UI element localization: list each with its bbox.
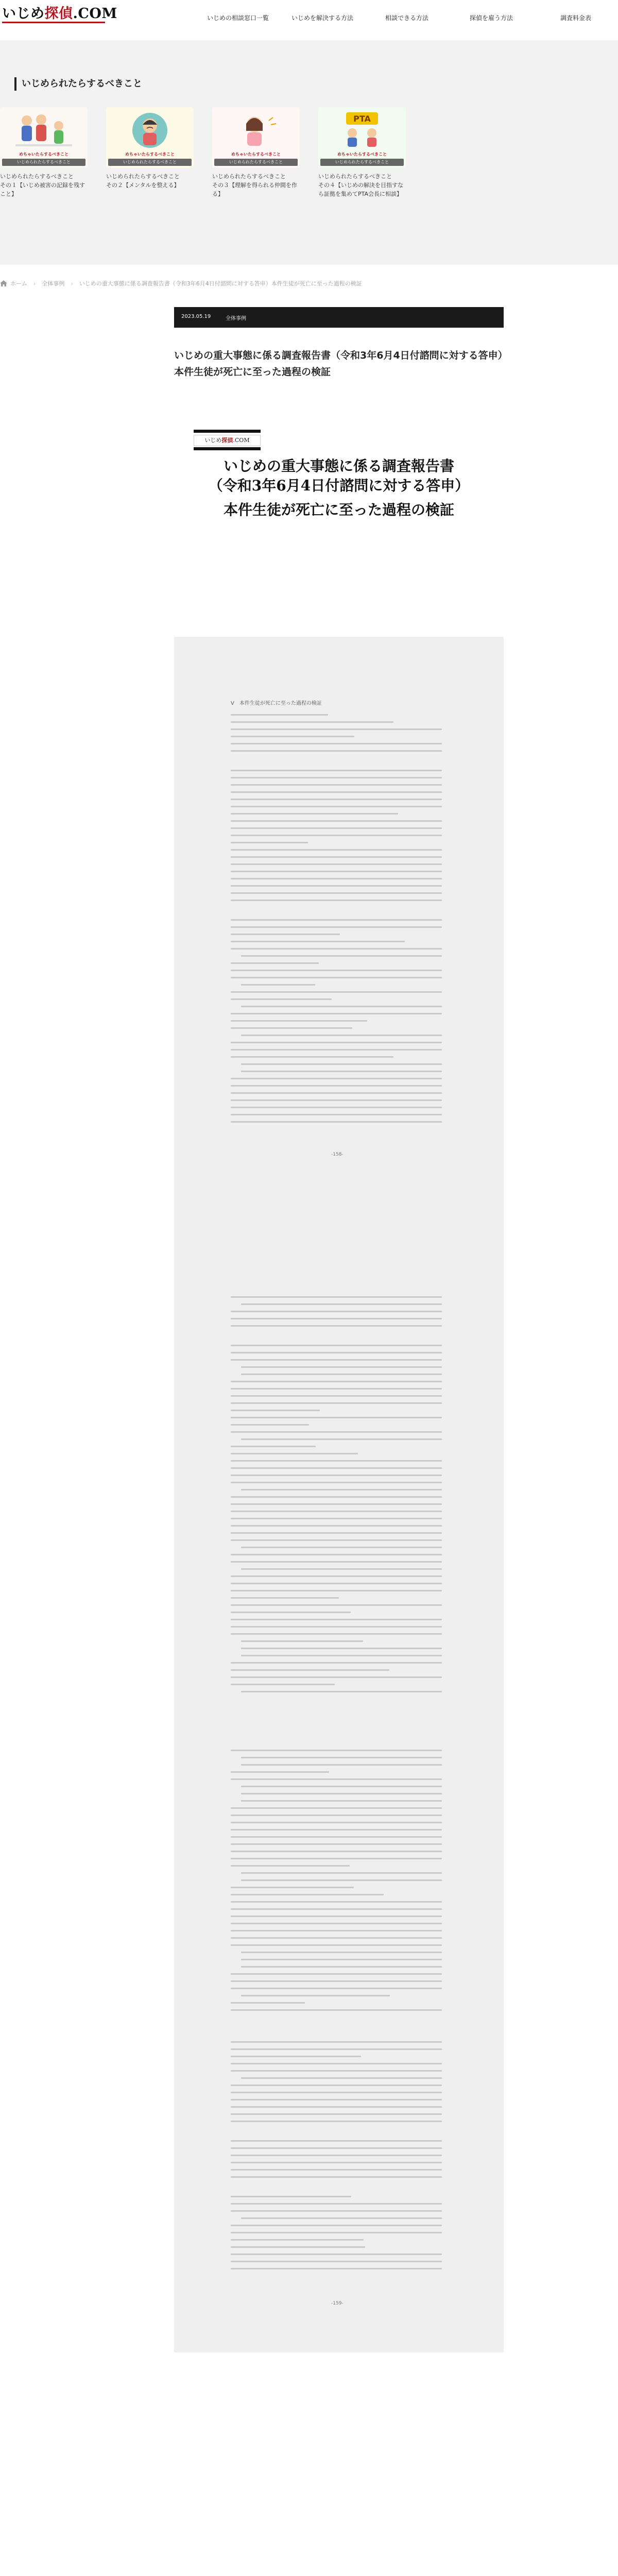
document-text-line xyxy=(231,1887,354,1888)
document-text-line xyxy=(231,1092,442,1094)
document-text-line xyxy=(231,820,442,822)
document-text-line xyxy=(231,1475,442,1476)
card-caption: めちゃいたらするべきこと xyxy=(125,152,175,157)
document-text-line xyxy=(231,1020,367,1022)
document-text-line xyxy=(231,1937,442,1939)
breadcrumb-current: いじめの重大事態に係る調査報告書（令和3年6月4日付諮問に対する答申）本件生徒が死亡に至った過程の検証 xyxy=(79,280,362,287)
pta-illustration xyxy=(334,110,390,150)
document-text-line xyxy=(241,1966,442,1968)
document-text-line xyxy=(231,892,442,894)
document-text-line xyxy=(231,1836,442,1838)
document-text-line xyxy=(241,1959,442,1960)
document-text-line xyxy=(231,962,319,964)
document-text-line xyxy=(231,743,442,744)
distressed-girl-illustration xyxy=(228,110,284,150)
article xyxy=(174,307,504,2306)
document-text-line xyxy=(231,919,442,921)
document-text-line xyxy=(231,878,442,879)
report-document-scan xyxy=(174,637,504,2352)
card-title[interactable]: いじめられたらするべきこと その３【理解を得られる仲間を作る】 xyxy=(212,173,297,197)
document-text-line xyxy=(231,1496,442,1498)
document-text-line xyxy=(231,1056,393,1058)
document-text-line xyxy=(241,1071,442,1072)
report-cover-image xyxy=(174,399,504,564)
document-text-line xyxy=(231,1446,316,1447)
site-logo[interactable] xyxy=(2,2,117,22)
document-text-line xyxy=(231,2239,364,2241)
sad-child-illustration xyxy=(122,110,178,150)
document-text-line xyxy=(231,1554,442,1555)
home-icon[interactable] xyxy=(0,280,7,286)
document-text-line xyxy=(231,998,332,1000)
document-text-line xyxy=(231,2196,351,2197)
document-text-line xyxy=(241,955,442,957)
document-text-line xyxy=(241,1006,442,1007)
document-text-line xyxy=(241,1374,442,1375)
document-text-line xyxy=(231,1467,442,1469)
document-text-line xyxy=(241,1879,442,1881)
document-text-line xyxy=(241,1303,442,1305)
logo-underline xyxy=(2,22,105,23)
document-text-line xyxy=(231,1604,442,1606)
document-text-line xyxy=(231,1352,442,1353)
document-text-line xyxy=(241,1764,442,1766)
document-text-line xyxy=(231,813,398,815)
document-text-line xyxy=(231,1539,442,1541)
document-text-line xyxy=(231,1843,442,1845)
document-text-line xyxy=(231,2009,442,2011)
document-text-line xyxy=(241,1793,442,1794)
document-text-line xyxy=(241,984,315,986)
document-text-line xyxy=(231,842,308,843)
document-text-line xyxy=(231,1325,442,1327)
document-text-line xyxy=(231,1311,442,1312)
document-page-number: -158- xyxy=(331,1152,344,1157)
document-text-line xyxy=(231,977,442,978)
document-text-line xyxy=(241,1952,442,1953)
bullying-group-illustration xyxy=(15,110,72,150)
document-text-line xyxy=(231,1410,320,1411)
document-text-line xyxy=(231,1107,442,1108)
document-text-line xyxy=(231,1417,442,1418)
document-text-line xyxy=(231,770,442,771)
cover-rule-top xyxy=(194,430,261,433)
document-text-line xyxy=(231,1027,352,1029)
card-caption: めちゃいたらするべきこと xyxy=(19,152,68,157)
card-bar: いじめられたらするべきこと xyxy=(320,159,404,166)
document-text-line xyxy=(231,1822,442,1823)
document-text-line xyxy=(231,2121,442,2122)
document-text-line xyxy=(231,948,442,950)
document-text-line xyxy=(231,1359,442,1361)
document-text-line xyxy=(231,1049,442,1050)
card-bar: いじめられたらするべきこと xyxy=(214,159,298,166)
document-text-line xyxy=(231,1085,442,1087)
document-text-line xyxy=(231,2155,442,2156)
card-title[interactable]: いじめられたらするべきこと その４【いじめの解決を目指すなら証拠を集めてPTA会長に相談】 xyxy=(318,173,403,197)
document-text-line xyxy=(231,1944,442,1946)
document-text-line xyxy=(231,1424,309,1426)
svg-text:PTA: PTA xyxy=(353,114,371,124)
document-text-line xyxy=(231,1980,442,1982)
document-text-line xyxy=(231,1395,442,1397)
article-title: いじめの重大事態に係る調査報告書（令和3年6月4日付諮問に対する答申）本件生徒が死亡に至った過程の検証 xyxy=(174,350,503,378)
document-heading: Ⅴ 本件生徒が死亡に至った過程の検証 xyxy=(231,701,322,706)
document-text-line xyxy=(231,1662,442,1664)
document-text-line xyxy=(231,885,442,887)
document-text-line xyxy=(231,1583,442,1584)
document-text-line xyxy=(231,2232,442,2233)
document-text-line xyxy=(241,1489,442,1490)
document-text-line xyxy=(231,728,442,730)
card-bar: いじめられたらするべきこと xyxy=(2,159,85,166)
document-text-line xyxy=(231,2048,442,2050)
document-text-line xyxy=(231,2056,361,2057)
cover-title: いじめの重大事態に係る調査報告書 （令和3年6月4日付諮問に対する答申） xyxy=(208,457,470,494)
document-text-line xyxy=(231,941,405,942)
document-text-line xyxy=(241,1757,442,1758)
document-text-line xyxy=(231,2246,365,2248)
document-text-line xyxy=(231,2140,442,2142)
document-text-line xyxy=(231,1778,442,1780)
document-text-line xyxy=(241,1872,442,1874)
document-text-line xyxy=(241,1995,390,1996)
document-text-line xyxy=(231,1894,384,1895)
logo-suffix: .COM xyxy=(73,6,117,22)
document-text-line xyxy=(231,1402,442,1404)
document-text-line xyxy=(231,871,442,872)
document-text-line xyxy=(231,1511,442,1512)
site-header xyxy=(0,0,618,33)
global-nav xyxy=(196,9,618,26)
document-text-line xyxy=(231,2084,442,2086)
document-text-line xyxy=(231,1388,442,1389)
card-thumbnail[interactable] xyxy=(318,107,406,168)
document-page-number: -159- xyxy=(331,2301,344,2306)
document-text-line xyxy=(231,1121,442,1123)
document-text-line xyxy=(231,1815,442,1816)
document-text-line xyxy=(231,1518,442,1519)
document-text-line xyxy=(241,1786,442,1787)
document-text-line xyxy=(241,1655,442,1656)
document-text-line xyxy=(231,1807,442,1809)
document-text-line xyxy=(241,1568,442,1570)
document-text-line xyxy=(231,806,442,807)
document-text-line xyxy=(231,1099,442,1101)
document-text-line xyxy=(231,1597,339,1599)
document-text-line xyxy=(231,934,340,935)
document-text-line xyxy=(231,1453,358,1454)
document-text-line xyxy=(231,736,354,737)
document-text-line xyxy=(231,1345,442,1346)
document-text-line xyxy=(231,777,442,778)
card-title[interactable]: いじめられたらするべきこと その１【いじめ被害の記録を残すこと】 xyxy=(0,173,85,197)
logo-red: 探偵 xyxy=(44,6,73,22)
document-text-line xyxy=(241,1366,442,1368)
document-text-line xyxy=(231,721,393,723)
document-text-line xyxy=(231,827,442,829)
feature-section xyxy=(0,40,618,265)
card-friends[interactable] xyxy=(212,107,300,198)
document-text-line xyxy=(231,2041,442,2043)
document-text-line xyxy=(231,1829,442,1831)
document-text-line xyxy=(231,1923,442,1924)
document-text-line xyxy=(231,2169,442,2171)
document-text-line xyxy=(231,2176,442,2178)
breadcrumb-separator: › xyxy=(33,280,36,287)
card-thumbnail[interactable] xyxy=(212,107,300,168)
document-text-line xyxy=(231,714,328,716)
document-text-line xyxy=(231,2253,442,2255)
document-text-line xyxy=(231,750,442,752)
document-text-line xyxy=(231,1988,442,1989)
document-text-line xyxy=(231,1633,442,1635)
document-text-line xyxy=(231,1532,442,1534)
document-text-line xyxy=(231,849,442,851)
document-text-line xyxy=(231,1525,442,1527)
section-title: いじめられたらするべきこと xyxy=(14,77,142,91)
document-text-line xyxy=(231,1865,350,1867)
article-date: 2023.05.19 xyxy=(181,314,211,319)
document-text-line xyxy=(241,1800,442,1802)
document-text-line xyxy=(231,1684,335,1685)
nav-item-consult-list[interactable]: いじめの相談窓口一覧 xyxy=(207,14,269,22)
document-text-line xyxy=(241,1438,442,1440)
document-text-line xyxy=(231,1042,442,1043)
document-text-line xyxy=(231,1771,329,1773)
card-bar: いじめられたらするべきこと xyxy=(108,159,192,166)
cover-rule-bottom xyxy=(194,447,261,450)
card-title[interactable]: いじめられたらするべきこと その２【メンタルを整える】 xyxy=(106,173,180,189)
document-text-line xyxy=(231,1750,442,1751)
cover-logo: いじめ探偵.COM xyxy=(194,435,261,446)
document-text-line xyxy=(231,2261,442,2262)
document-text-line xyxy=(231,991,442,993)
document-text-line xyxy=(231,2210,442,2212)
document-text-line xyxy=(231,2268,442,2269)
document-text-line xyxy=(231,1619,442,1620)
document-text-line xyxy=(241,1640,363,1642)
document-text-line xyxy=(231,2203,442,2205)
document-text-line xyxy=(231,2002,305,2004)
document-text-line xyxy=(231,835,442,836)
card-mental[interactable] xyxy=(106,107,194,198)
document-text-line xyxy=(231,1575,442,1577)
document-text-line xyxy=(231,2063,442,2064)
document-text-line xyxy=(231,2147,442,2149)
document-text-line xyxy=(231,1013,442,1014)
document-text-line xyxy=(231,1908,442,1910)
document-text-line xyxy=(231,926,442,928)
document-text-line xyxy=(231,1561,442,1563)
breadcrumb-category[interactable]: 全体事例 xyxy=(42,280,65,287)
document-text-line xyxy=(231,1078,442,1079)
document-text-line xyxy=(231,1851,442,1852)
breadcrumb-separator: › xyxy=(71,280,73,287)
document-text-line xyxy=(231,1590,442,1591)
logo-prefix: いじめ xyxy=(2,6,45,22)
document-text-line xyxy=(241,2077,442,2079)
document-text-line xyxy=(241,1547,442,1548)
breadcrumb-home[interactable]: ホーム xyxy=(10,280,27,287)
card-caption: めちゃいたらするべきこと xyxy=(337,152,387,157)
breadcrumb xyxy=(0,279,618,287)
document-text-line xyxy=(231,1114,442,1115)
document-text-line xyxy=(231,900,442,901)
document-text-line xyxy=(231,856,442,858)
card-thumbnail[interactable] xyxy=(106,107,194,168)
card-record-evidence[interactable] xyxy=(0,107,88,198)
document-text-line xyxy=(231,1669,389,1671)
document-text-line xyxy=(241,2217,442,2219)
document-text-line xyxy=(231,2162,442,2163)
document-text-line xyxy=(241,1691,442,1692)
article-category[interactable]: 全体事例 xyxy=(226,316,246,321)
document-text-line xyxy=(231,1460,442,1462)
document-text-line xyxy=(231,2099,442,2100)
document-text-line xyxy=(231,1503,442,1505)
nav-item-hire-detective[interactable]: 探偵を雇う方法 xyxy=(469,14,513,22)
nav-item-consult-method[interactable]: 相談できる方法 xyxy=(385,14,428,22)
document-text-line xyxy=(231,863,442,865)
card-pta[interactable] xyxy=(318,107,406,198)
document-text-line xyxy=(231,791,442,793)
document-text-line xyxy=(231,1612,351,1613)
document-text-line xyxy=(231,1318,442,1319)
document-text-line xyxy=(231,2225,442,2226)
card-caption: めちゃいたらするべきこと xyxy=(231,152,281,157)
document-text-line xyxy=(241,1648,442,1649)
document-text-line xyxy=(231,1676,442,1678)
document-text-line xyxy=(231,2106,442,2108)
document-text-line xyxy=(241,1035,442,1036)
document-text-line xyxy=(231,799,442,800)
article-meta-bar xyxy=(174,307,504,328)
card-thumbnail[interactable] xyxy=(0,107,88,168)
document-text-line xyxy=(231,1626,442,1628)
document-text-line xyxy=(231,1930,442,1931)
document-text-line xyxy=(231,1381,442,1382)
document-text-line xyxy=(231,1858,442,1859)
document-text-line xyxy=(231,1916,442,1917)
document-text-line xyxy=(231,2113,442,2115)
document-text-line xyxy=(231,2070,442,2072)
document-text-line xyxy=(231,784,442,786)
document-text-line xyxy=(241,1063,442,1065)
document-text-line xyxy=(231,1431,442,1433)
document-text-line xyxy=(231,2092,442,2093)
document-text-line xyxy=(231,1973,442,1975)
cover-subtitle: 本件生徒が死亡に至った過程の検証 xyxy=(223,501,454,518)
document-text-line xyxy=(231,1901,442,1903)
nav-item-solve[interactable]: いじめを解決する方法 xyxy=(291,14,353,22)
nav-item-price[interactable]: 調査料金表 xyxy=(560,14,591,22)
document-text-line xyxy=(231,970,442,971)
document-text-line xyxy=(231,1482,442,1483)
document-text-line xyxy=(231,1296,442,1298)
card-list xyxy=(0,107,618,198)
